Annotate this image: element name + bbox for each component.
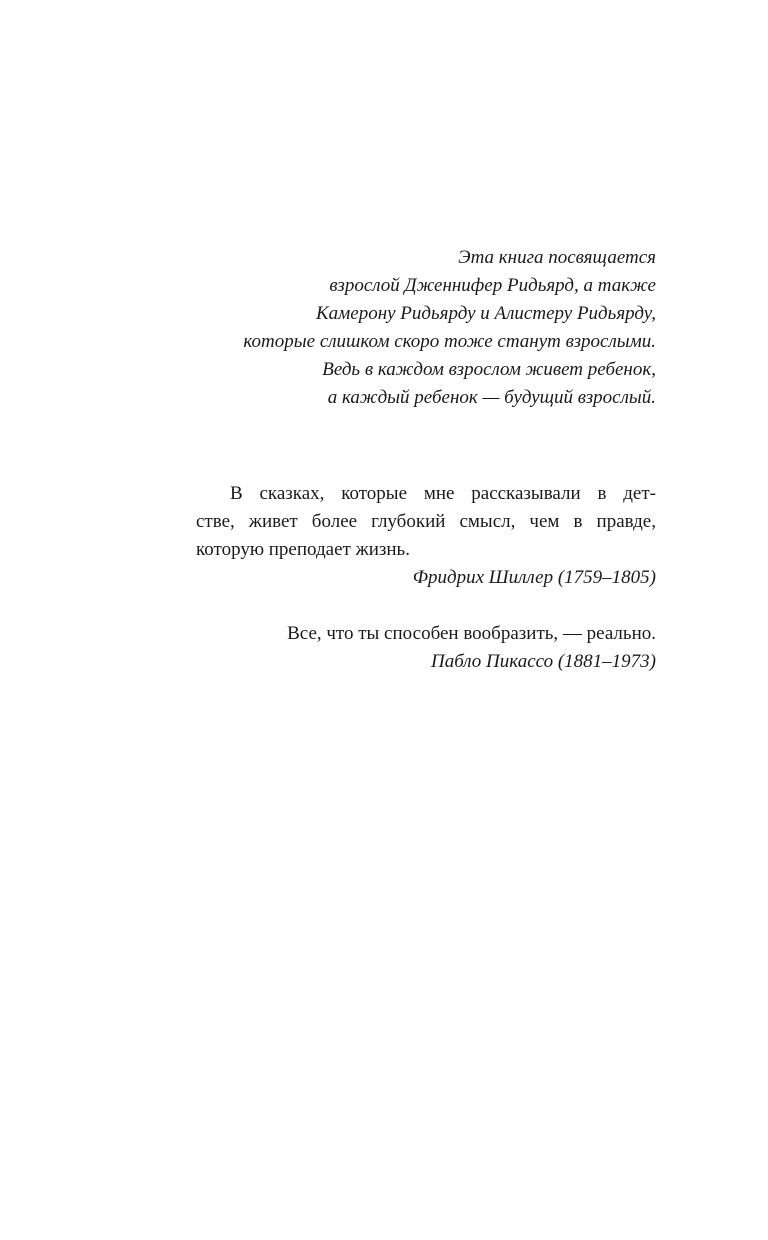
dedication-line: Эта книга посвящается [458, 247, 656, 268]
epigraph-line: Все, что ты способен вообразить, — реально. [287, 623, 656, 644]
dedication-line: Камерону Ридьярду и Алистеру Ридьярду, [316, 303, 656, 324]
dedication-line: Ведь в каждом взрослом живет ребенок, [322, 359, 656, 380]
dedication-line: взрослой Дженнифер Ридьярд, а также [329, 275, 656, 296]
dedication-line: которые слишком скоро тоже станут взрослыми. [243, 331, 656, 352]
epigraph-picasso [196, 620, 656, 676]
epigraph-line: которую преподает жизнь. [196, 539, 410, 560]
epigraph-line: В сказках, которые мне рассказывали в дет- [230, 483, 656, 504]
epigraph-line: стве, живет более глубокий смысл, чем в правде, [196, 511, 656, 532]
dedication [196, 244, 656, 412]
epigraph-attribution: Пабло Пикассо (1881–1973) [430, 651, 656, 672]
epigraph-schiller [196, 480, 656, 592]
dedication-line: а каждый ребенок — будущий взрослый. [327, 387, 656, 408]
epigraph-attribution: Фридрих Шиллер (1759–1805) [412, 567, 656, 588]
